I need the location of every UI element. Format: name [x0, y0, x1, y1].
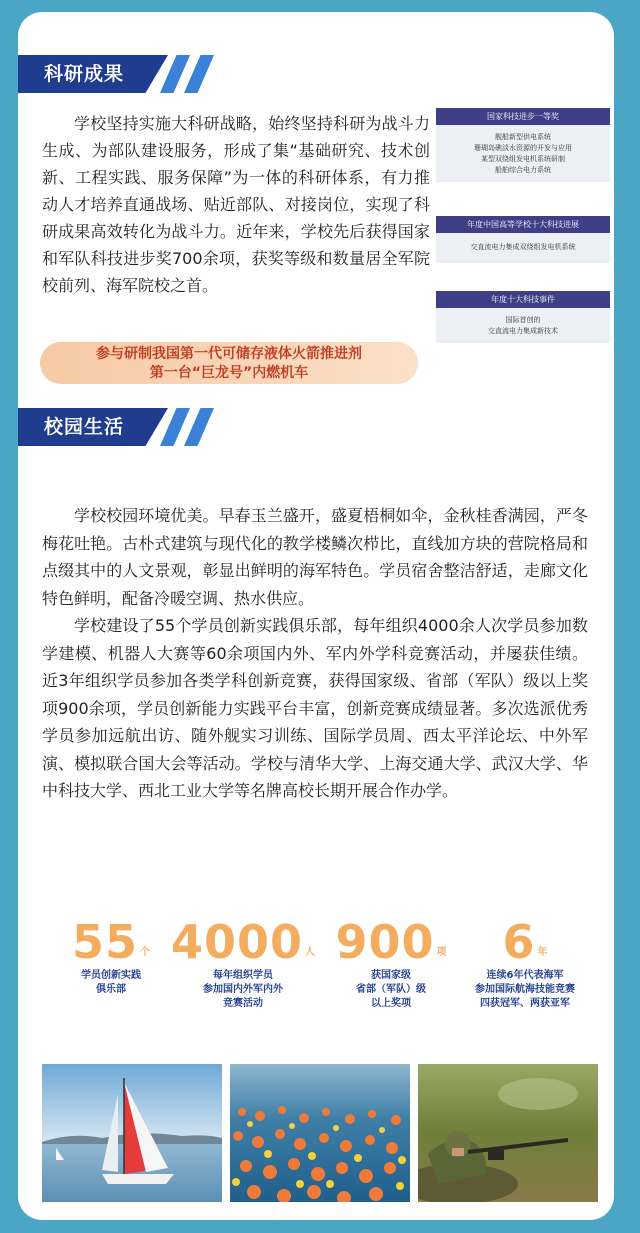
research-paragraph: 学校坚持实施大科研战略，始终坚持科研为战斗力生成、为部队建设服务，形成了集“基础研究、技术创新、工程实践、服务保障”为一体的科研体系，有力推动人才培养直通战场、贴近部队、对接岗位，实现了科研成果高效转化为战斗力。近年来，学校先后获得国家和军队科技进步奖700余项，获奖等级和数量居全军院校前列、海军院校之首。 — [42, 114, 430, 295]
award-box-events: 年度十大科技事件 国际首创的 交直流电力集成新技术 — [436, 291, 610, 343]
content-card — [18, 12, 614, 1220]
stat-awards: 900 项 获国家级 省部（军队）级 以上奖项 — [335, 915, 447, 1009]
campus-paragraph-environment: 学校校园环境优美。早春玉兰盛开，盛夏梧桐如伞，金秋桂香满园，严冬梅花吐艳。古朴式建筑与现代化的教学楼鳞次栉比，直线加方块的营院格局和点缀其中的人文景观，彰显出鲜明的海军特色。学员宿舍整洁舒适，走廊文化特色鲜明，配备冷暖空调、热水供应。 — [42, 506, 588, 608]
campus-heading-text: 校园生活 — [44, 416, 125, 438]
stat-clubs: 55 个 学员创新实践 俱乐部 — [71, 915, 150, 995]
research-heading — [18, 55, 218, 93]
campus-paragraph-activities: 学校建设了55个学员创新实践俱乐部，每年组织4000余人次学员参加数学建模、机器人大赛等60余项国内外、军内外学科竞赛活动，并屡获佳绩。近3年组织学员参加各类学科创新竞赛，获得国家级、省部（军队）级以上奖项900余项，学员创新能力实践平台丰富，创新竞赛成绩显著。多次选派优秀学员参加远航出访、随外舰实习训练、国际学员周、西太平洋论坛、中外军演、模拟联合国大会等活动。学校与清华大学、上海交通大学、武汉大学、华中科技大学、西北工业大学等名牌高校长期开展合作办学。 — [42, 616, 588, 800]
stat-years: 6 年 连续6年代表海军 参加国际航海技能竞赛 四获冠军、两获亚军 — [475, 915, 575, 1009]
award-box-national: 国家科技进步一等奖 舰船新型供电系统 珊瑚岛礁淡水资源的开发与应用 某型双绕组发电机系统研制 船舶综合电力系统 — [436, 108, 610, 182]
campus-heading — [18, 408, 218, 446]
award-box-university: 年度中国高等学校十大科技进展 交直流电力集成双绕组发电机系统 — [436, 216, 610, 263]
research-banner: 参与研制我国第一代可储存液体火箭推进剂 第一台“巨龙号”内燃机车 — [40, 342, 418, 384]
soldier-training-photo — [418, 1064, 598, 1202]
stat-participants: 4000 人 每年组织学员 参加国内外军内外 竞赛活动 — [170, 915, 316, 1009]
sailboat-photo — [42, 1064, 222, 1202]
sea-swimming-photo — [230, 1064, 410, 1202]
research-heading-text: 科研成果 — [44, 63, 125, 85]
campus-paragraphs — [42, 502, 588, 805]
